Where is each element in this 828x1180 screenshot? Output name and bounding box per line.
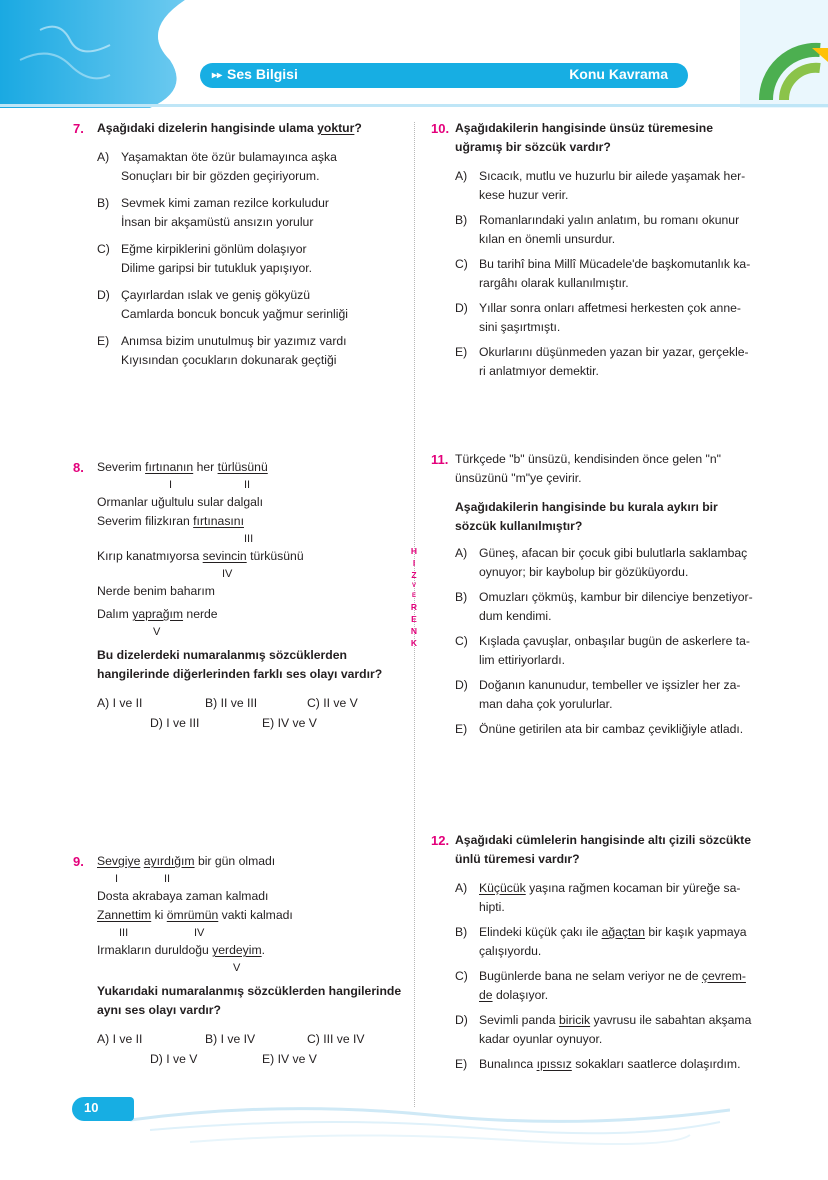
question-stem: Bu dizelerdeki numaralanmış sözcüklerden hangilerinde diğerlerinden farklı ses olayı vardır?	[97, 648, 383, 681]
options-row-2	[97, 1050, 407, 1070]
question-number: 8.	[73, 460, 84, 475]
question-11	[431, 450, 760, 739]
options-row-1	[97, 1030, 407, 1050]
question-stem: Aşağıdakilerin hangisinde ünsüz türemesine uğramış bir sözcük vardır?	[455, 121, 714, 154]
side-vertical-label: H I Z V E R E N K	[410, 546, 418, 648]
option-e[interactable]: E) Okurlarını düşünmeden yazan bir yazar, gerçekle- ri anlatmıyor demektir.	[455, 345, 749, 378]
page-number: 10	[84, 1100, 99, 1115]
question-number: 9.	[73, 854, 84, 869]
poem-line: Severim fırtınanın her türlüsünü	[97, 460, 268, 474]
category-title: Konu Kavrama	[569, 66, 668, 82]
poem-line: Dosta akrabaya zaman kalmadı	[97, 889, 269, 903]
roman-markers: III	[244, 533, 254, 545]
roman-markers: I II	[169, 479, 251, 491]
question-7	[73, 119, 407, 370]
option-c[interactable]: C) III ve IV	[307, 1032, 365, 1046]
option-e[interactable]: E) Bunalınca ıpıssız sokakları saatlerce dolaşırdım.	[455, 1057, 741, 1071]
double-chevron-right-icon: ▸▸	[212, 70, 223, 81]
option-b[interactable]: B) Sevmek kimi zaman rezilce korkuludur İnsan bir akşamüstü ansızın yorulur	[97, 196, 329, 229]
option-c[interactable]: C) Bu tarihî bina Millî Mücadele'de başkomutanlık ka- rargâhı olarak kullanılmıştır.	[455, 257, 751, 290]
roman-markers: V	[233, 962, 241, 974]
roman-markers: I II	[115, 873, 171, 885]
option-c[interactable]: C) II ve V	[307, 696, 358, 710]
poem-line: Ormanlar uğultulu sular dalgalı	[97, 495, 263, 509]
option-b[interactable]: B) Romanlarındaki yalın anlatım, bu romanı okunur kılan en önemli unsurdur.	[455, 213, 740, 246]
section-title: ▸▸ Ses Bilgisi	[212, 66, 298, 82]
poem-line: Nerde benim baharım	[97, 584, 215, 598]
option-e[interactable]: E) Anımsa bizim unutulmuş bir yazımız vardı Kıyısından çocukların dokunarak geçtiği	[97, 334, 347, 367]
poem-line: Irmakların duruldoğu yerdeyim.	[97, 943, 266, 957]
option-d[interactable]: D) Doğanın kanunudur, tembeller ve işsizler her za- man daha çok yorulurlar.	[455, 678, 741, 711]
option-c[interactable]: C) Kışlada çavuşlar, onbaşılar bugün de askerlere ta- lim ettiriyorlardı.	[455, 634, 750, 667]
poem-line: Kırıp kanatmıyorsa sevincin türküsünü	[97, 549, 304, 563]
option-d[interactable]: D) I ve V	[150, 1052, 198, 1066]
options-row-2	[97, 714, 407, 734]
question-9	[73, 852, 407, 1070]
question-number: 11.	[431, 452, 449, 467]
option-e[interactable]: E) Önüne getirilen ata bir cambaz çevikliğiyle atladı.	[455, 722, 744, 736]
option-e[interactable]: E) IV ve V	[262, 1052, 317, 1066]
poem-line: Sevgiye ayırdığım bir gün olmadı	[97, 854, 276, 868]
question-intro: Türkçede "b" ünsüzü, kendisinden önce gelen "n" ünsüzünü "m"ye çevirir.	[455, 452, 721, 485]
option-b[interactable]: B) II ve III	[205, 696, 258, 710]
roman-markers: III IV	[119, 927, 205, 939]
question-12	[431, 831, 760, 1074]
option-d[interactable]: D) Sevimli panda biricik yavrusu ile sabahtan akşama kadar oyunlar oynuyor.	[455, 1013, 752, 1046]
roman-markers: V	[153, 626, 161, 638]
option-a[interactable]: A) Güneş, afacan bir çocuk gibi bulutlarla saklambaç oynuyor; bir kaybolup bir gözüküyordu.	[455, 546, 748, 579]
question-8	[73, 458, 407, 734]
question-stem: Yukarıdaki numaralanmış sözcüklerden hangilerinde aynı ses olayı vardır?	[97, 984, 402, 1017]
option-a[interactable]: A) Küçücük yaşına rağmen kocaman bir yüreğe sa- hipti.	[455, 881, 741, 914]
option-b[interactable]: B) I ve IV	[205, 1032, 256, 1046]
roman-markers: IV	[222, 568, 233, 580]
option-a[interactable]: A) Yaşamaktan öte özür bulamayınca aşka Sonuçları bir bir gözden geçiriyorum.	[97, 150, 337, 183]
option-d[interactable]: D) Çayırlardan ıslak ve geniş gökyüzü Camlarda boncuk boncuk yağmur serinliği	[97, 288, 348, 321]
page-number-badge	[72, 1097, 134, 1121]
options-row-1	[97, 694, 407, 714]
option-b[interactable]: B) Omuzları çökmüş, kambur bir dilenciye benzetiyor- dum kendimi.	[455, 590, 753, 623]
option-c[interactable]: C) Bugünlerde bana ne selam veriyor ne de çevrem- de dolaşıyor.	[455, 969, 746, 1002]
option-c[interactable]: C) Eğme kirpiklerini gönlüm dolaşıyor Dilime garipsi bir tutukluk yapışıyor.	[97, 242, 313, 275]
question-10	[431, 119, 760, 381]
poem-line: Severim filizkıran fırtınasını	[97, 514, 244, 528]
poem-line: Dalım yaprağım nerde	[97, 607, 218, 621]
question-number: 10.	[431, 121, 450, 136]
option-a[interactable]: A) I ve II	[97, 1032, 143, 1046]
question-number: 12.	[431, 833, 450, 848]
option-a[interactable]: A) I ve II	[97, 696, 143, 710]
option-d[interactable]: D) Yıllar sonra onları affetmesi herkesten çok anne- sini şaşırtmıştı.	[455, 301, 741, 334]
poem-line: Zannettim ki ömrümün vakti kalmadı	[97, 908, 293, 922]
option-a[interactable]: A) Sıcacık, mutlu ve huzurlu bir ailede yaşamak her- kese huzur verir.	[455, 169, 746, 202]
option-b[interactable]: B) Elindeki küçük çakı ile ağaçtan bir kaşık yapmaya çalışıyordu.	[455, 925, 747, 958]
question-number: 7.	[73, 121, 84, 136]
option-e[interactable]: E) IV ve V	[262, 716, 317, 730]
question-stem: Aşağıdaki cümlelerin hangisinde altı çizili sözcükte ünlü türemesi vardır?	[455, 833, 751, 866]
option-d[interactable]: D) I ve III	[150, 716, 200, 730]
header-decoration	[0, 0, 828, 108]
question-stem: Aşağıdaki dizelerin hangisinde ulama yoktur?	[97, 121, 362, 135]
question-stem: Aşağıdakilerin hangisinde bu kurala aykırı bir sözcük kullanılmıştır?	[455, 500, 718, 533]
footer-decoration	[130, 1090, 730, 1160]
